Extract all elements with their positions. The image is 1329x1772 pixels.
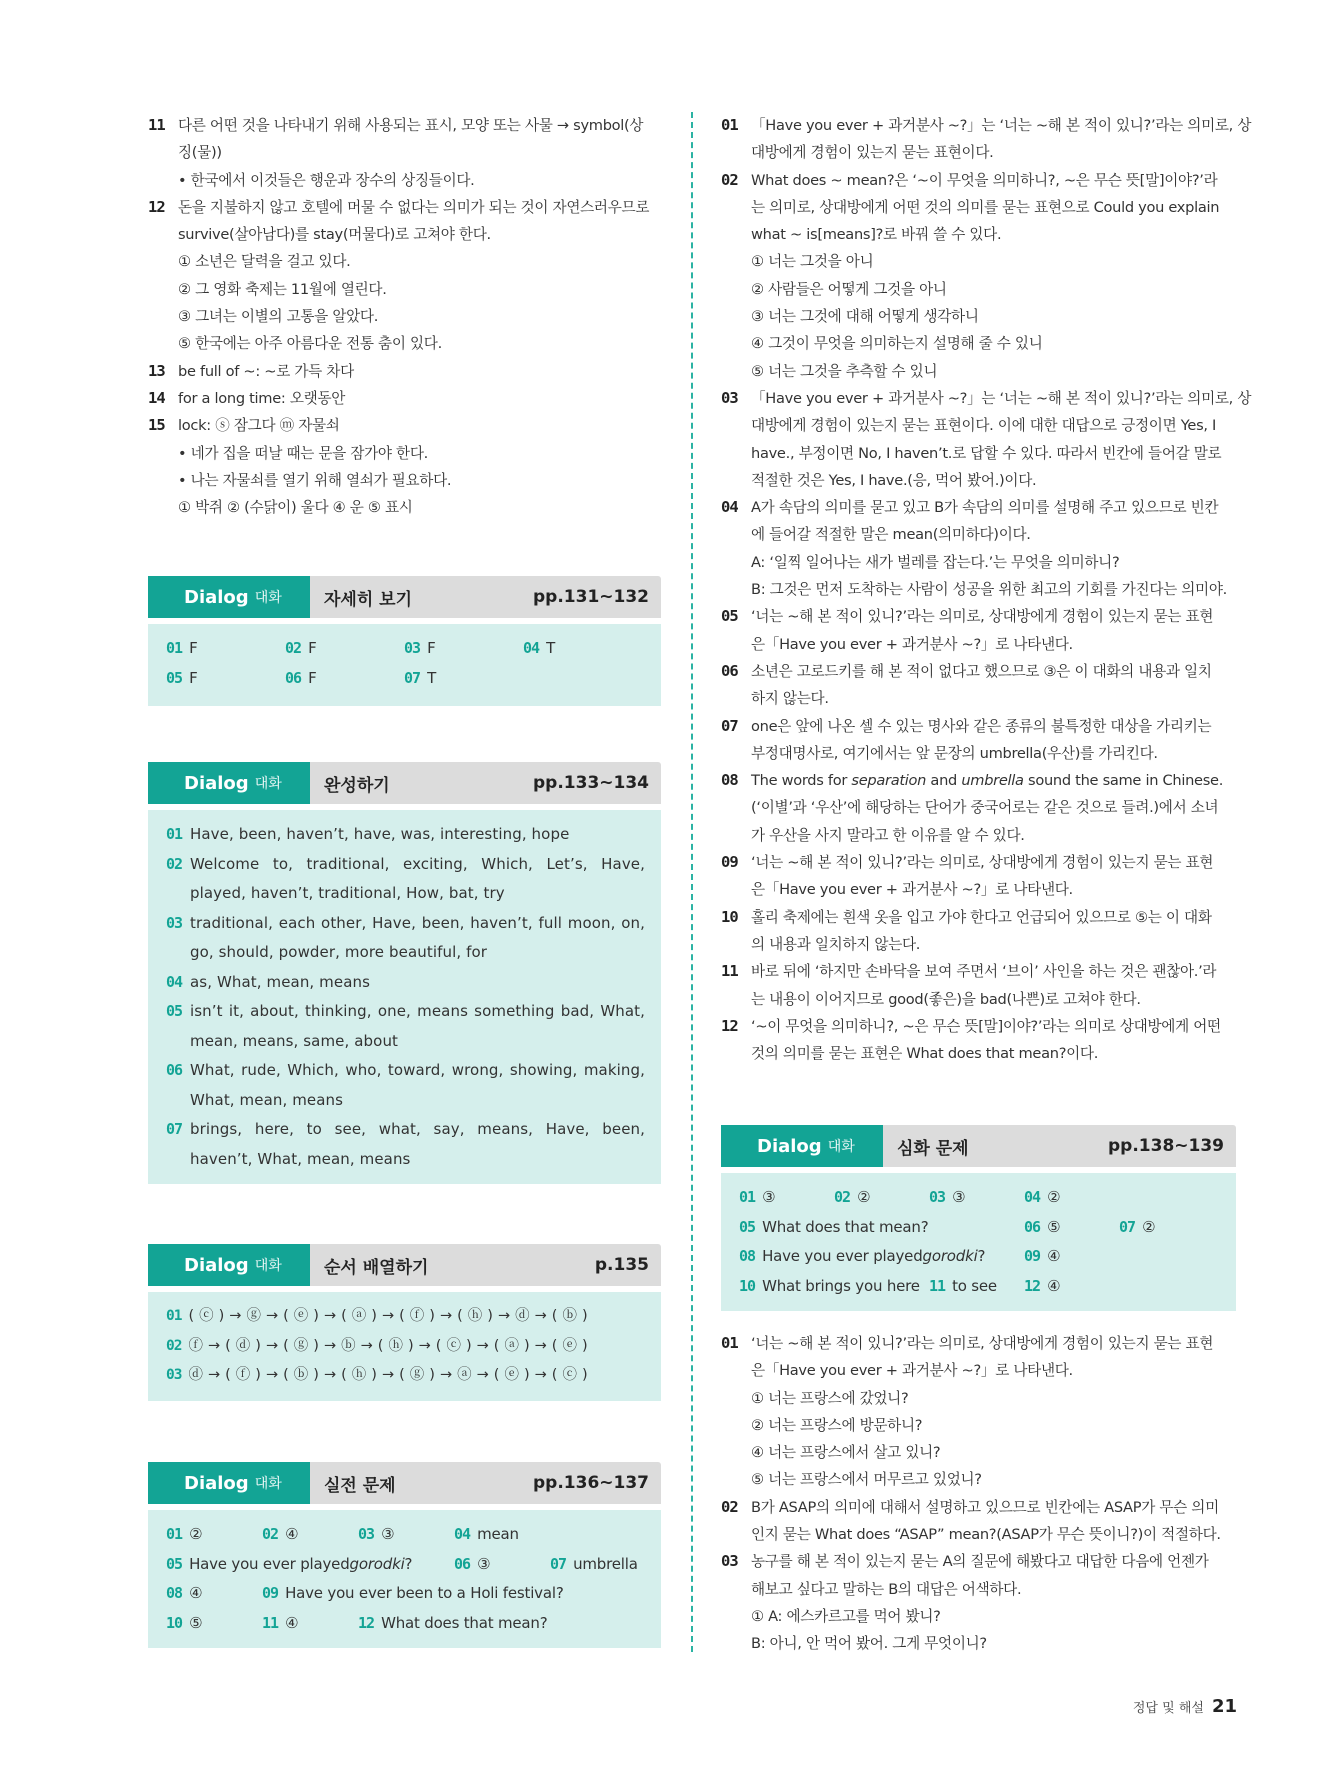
explanation-item xyxy=(721,385,1252,494)
section-pages: pp.138~139 xyxy=(1107,1136,1224,1156)
answer-cell: 10 What brings you here xyxy=(739,1276,920,1295)
item-line: 「Have you ever + 과거분사 ~?」는 ‘너는 ~해 본 적이 있니?’라는 의미로, 상 xyxy=(751,117,1252,134)
explanation-item xyxy=(721,849,1236,904)
item-body xyxy=(751,494,1236,603)
item-number: 08 xyxy=(721,771,738,790)
item-number: 01 xyxy=(721,1334,738,1352)
answer-row: 02 Welcome to, traditional, exciting, Which, Let’s, Have, played, haven’t, traditional, How, bat, try xyxy=(166,854,645,902)
item-body xyxy=(751,658,1236,713)
item-number: 13 xyxy=(148,361,165,380)
item-body xyxy=(178,112,660,167)
answer-cell: 09 Have you ever been to a Holi festival? xyxy=(262,1584,564,1602)
answer-cell: 05 Have you ever played gorodki ? xyxy=(166,1554,413,1573)
item-line: 대방에게 경험이 있는지 묻는 표현이다. xyxy=(751,144,994,162)
item-subline: ④ 그것이 무엇을 의미하는지 설명해 줄 수 있니 xyxy=(751,335,1043,353)
section-advanced xyxy=(721,1125,1236,1311)
item-line: The words for separation and umbrella sound the same in Chinese. xyxy=(751,772,1224,790)
item-line: 에 들어갈 적절한 말은 mean(의미하다)이다. xyxy=(751,526,1031,544)
item-subline: • 나는 자물쇠를 열기 위해 열쇠가 필요하다. xyxy=(178,471,452,489)
answer-cell: 12 What does that mean? xyxy=(358,1613,548,1632)
answer-cell: 05 F xyxy=(166,668,198,687)
answer-cell: 06 F xyxy=(285,668,317,687)
section-title: 실전 문제 xyxy=(324,1475,396,1496)
explanation-item xyxy=(721,112,1252,167)
answer-box xyxy=(148,1510,661,1648)
item-line: 징(물)) xyxy=(178,144,222,162)
item-subline: ② 너는 프랑스에 방문하니? xyxy=(751,1416,923,1434)
item-subline: ⑤ 너는 프랑스에서 머무르고 있었니? xyxy=(751,1471,982,1489)
item-body xyxy=(751,167,1236,249)
item-body xyxy=(751,112,1251,167)
item-line: survive(살아남다)를 stay(머물다)로 고쳐야 한다. xyxy=(178,226,491,244)
item-line: A: ‘일찍 일어나는 새가 벌레를 잡는다.’는 무엇을 의미하니? xyxy=(751,553,1120,571)
answer-cell: 06 ③ xyxy=(454,1554,491,1573)
answer-cell: 02 F xyxy=(285,639,317,657)
item-number: 06 xyxy=(721,661,738,680)
explanation-item xyxy=(721,494,1236,603)
item-line: 해보고 싶다고 말하는 B의 대답은 어색하다. xyxy=(751,1580,1022,1598)
section-title: 심화 문제 xyxy=(897,1138,969,1159)
answer-row xyxy=(739,1242,1220,1272)
item-line: 은「Have you ever + 과거분사 ~?」로 나타낸다. xyxy=(751,881,1073,899)
item-subline: B: 아니, 안 먹어 봤어. 그게 무엇이니? xyxy=(751,1635,987,1653)
explanation-item xyxy=(721,658,1236,713)
answer-row xyxy=(166,1520,645,1550)
item-line: ‘~이 무엇을 의미하니?, ~은 무슨 뜻[말]이야?’라는 의미로 상대방에게 어떤 xyxy=(751,1017,1221,1035)
answer-cell: 03 ③ xyxy=(358,1525,395,1543)
answer-cell: 01 ② xyxy=(166,1525,203,1543)
item-line: B가 ASAP의 의미에 대해서 설명하고 있으므로 빈칸에는 ASAP가 무슨 의미 xyxy=(751,1498,1219,1516)
item-line: A가 속담의 의미를 묻고 있고 B가 속담의 의미를 설명해 주고 있으므로 빈칸 xyxy=(751,499,1219,517)
item-body xyxy=(751,767,1236,849)
item-number: 04 xyxy=(721,498,738,517)
answer-row xyxy=(739,1272,1220,1302)
item-subline: ④ 너는 프랑스에서 살고 있니? xyxy=(751,1444,941,1462)
item-subline: ① 소년은 달력을 걸고 있다. xyxy=(178,253,351,271)
item-body xyxy=(751,958,1236,1013)
item-subline: • 한국에서 이것들은 행운과 장수의 상징들이다. xyxy=(178,171,475,189)
section-header xyxy=(148,762,661,804)
explanation-item xyxy=(721,1013,1236,1068)
section-tag: Dialog 대화 xyxy=(721,1125,883,1167)
item-subline: ② 사람들은 어떻게 그것을 아니 xyxy=(751,280,947,298)
answer-cell: 07 umbrella xyxy=(550,1554,638,1573)
answer-row xyxy=(166,664,645,694)
item-number: 07 xyxy=(721,716,738,735)
item-number: 03 xyxy=(721,388,738,407)
right-explanations xyxy=(721,112,1252,1067)
item-number: 01 xyxy=(721,116,738,134)
answer-cell: 07 ② xyxy=(1119,1217,1156,1236)
answer-cell: 07 T xyxy=(404,668,437,687)
answer-row: 01 ( ⓒ ) → ⓖ → ( ⓔ ) → ( ⓐ ) → ( ⓕ ) → ( ⓗ ) → ⓓ → ( ⓑ ) xyxy=(166,1308,588,1324)
section-practice xyxy=(148,1462,661,1648)
item-body xyxy=(178,412,660,439)
section-title: 완성하기 xyxy=(324,775,390,796)
item-line: B: 그것은 먼저 도착하는 사람이 성공을 위한 최고의 기회를 가진다는 의미야. xyxy=(751,581,1227,599)
item-subline: ⑤ 한국에는 아주 아름다운 전통 춤이 있다. xyxy=(178,335,442,353)
section-header xyxy=(148,1462,661,1504)
item-line: 가 우산을 사지 말라고 한 이유를 알 수 있다. xyxy=(751,826,1025,844)
answer-box xyxy=(148,624,661,706)
item-line: 것의 의미를 묻는 표현은 What does that mean?이다. xyxy=(751,1045,1099,1063)
item-line: ‘너는 ~해 본 적이 있니?’라는 의미로, 상대방에게 경험이 있는지 묻는 표현 xyxy=(751,608,1214,626)
item-number: 02 xyxy=(721,170,738,189)
explanation-item xyxy=(721,1330,1236,1385)
explanation-item xyxy=(721,958,1236,1013)
item-line: 하지 않는다. xyxy=(751,690,829,708)
section-header xyxy=(721,1125,1236,1167)
explanation-item xyxy=(721,713,1236,768)
section-tag: Dialog 대화 xyxy=(148,576,310,618)
item-number: 15 xyxy=(148,416,165,435)
item-line: 바로 뒤에 ‘하지만 손바닥을 보여 주면서 ‘브이’ 사인을 하는 것은 괜찮아.’라 xyxy=(751,963,1217,981)
answer-cell: 02 ④ xyxy=(262,1525,299,1543)
item-line: for a long time: 오랫동안 xyxy=(178,389,346,407)
item-line: 는 의미로, 상대방에게 어떤 것의 의미를 묻는 표현으로 Could you explain xyxy=(751,198,1220,216)
right-explanations-advanced xyxy=(721,1330,1236,1658)
answer-box xyxy=(148,810,661,1184)
item-number: 03 xyxy=(721,1552,738,1571)
item-subline: ② 그 영화 축제는 11월에 열린다. xyxy=(178,280,387,298)
answer-row: 03 traditional, each other, Have, been, haven’t, full moon, on, go, should, powder, more beautiful, for xyxy=(166,913,645,961)
explanation-item xyxy=(721,904,1236,959)
item-line: 은「Have you ever + 과거분사 ~?」로 나타낸다. xyxy=(751,1362,1073,1380)
column-divider xyxy=(691,112,693,1652)
item-line: 대방에게 경험이 있는지 묻는 표현이다. 이에 대한 대답으로 긍정이면 Yes, I xyxy=(751,417,1217,435)
answer-cell: 09 ④ xyxy=(1024,1247,1061,1265)
item-body xyxy=(751,713,1236,768)
page-number: 21 xyxy=(1211,1696,1237,1717)
item-body xyxy=(751,1548,1236,1603)
section-detail-view xyxy=(148,576,661,706)
section-pages: p.135 xyxy=(594,1255,649,1275)
item-line: one은 앞에 나온 셀 수 있는 명사와 같은 종류의 불특정한 대상을 가리키는 xyxy=(751,717,1212,735)
answer-box xyxy=(148,1292,661,1401)
item-subline: ③ 너는 그것에 대해 어떻게 생각하니 xyxy=(751,308,979,326)
item-subline: ① A: 에스카르고를 먹어 봤니? xyxy=(751,1607,941,1625)
item-line: 돈을 지불하지 않고 호텔에 머물 수 없다는 의미가 되는 것이 자연스러우므로 xyxy=(178,198,650,216)
section-title: 순서 배열하기 xyxy=(324,1257,429,1278)
item-line: 의 내용과 일치하지 않는다. xyxy=(751,935,921,953)
item-number: 10 xyxy=(721,907,738,926)
item-number: 11 xyxy=(148,116,165,134)
answer-cell: 03 ③ xyxy=(929,1188,966,1206)
item-body xyxy=(751,904,1236,959)
item-line: ‘너는 ~해 본 적이 있니?’라는 의미로, 상대방에게 경험이 있는지 묻는 표현 xyxy=(751,854,1214,872)
item-body xyxy=(751,385,1251,494)
item-line: 부정대명사로, 여기에서는 앞 문장의 umbrella(우산)를 가리킨다. xyxy=(751,744,1158,762)
left-explanations xyxy=(148,112,660,521)
item-subline: ① 너는 프랑스에 갔었니? xyxy=(751,1389,909,1407)
section-ordering xyxy=(148,1244,661,1401)
answer-cell: 11 ④ xyxy=(262,1613,299,1632)
item-body xyxy=(178,358,660,385)
section-tag: Dialog 대화 xyxy=(148,1244,310,1286)
explanation-item xyxy=(721,1548,1236,1603)
section-pages: pp.133~134 xyxy=(532,773,649,793)
item-line: 은「Have you ever + 과거분사 ~?」로 나타낸다. xyxy=(751,635,1073,653)
item-subline: ⑤ 너는 그것을 추측할 수 있니 xyxy=(751,362,938,380)
item-subline: ① 너는 그것을 아니 xyxy=(751,253,874,271)
answer-cell: 04 mean xyxy=(454,1525,519,1543)
answer-cell: 08 Have you ever played gorodki ? xyxy=(739,1247,986,1265)
answer-row xyxy=(739,1183,1220,1213)
answer-cell: 04 ② xyxy=(1024,1188,1061,1206)
answer-cell: 01 ③ xyxy=(739,1188,776,1206)
section-tag: Dialog 대화 xyxy=(148,1462,310,1504)
answer-cell: 06 ⑤ xyxy=(1024,1217,1061,1236)
item-body xyxy=(751,1494,1236,1549)
explanation-item xyxy=(148,194,660,249)
item-body xyxy=(751,603,1236,658)
item-line: 인지 묻는 What does “ASAP” mean?(ASAP가 무슨 뜻이니?)이 적절하다. xyxy=(751,1526,1221,1544)
item-line: what ~ is[means]?로 바꿔 쓸 수 있다. xyxy=(751,226,1002,244)
item-line: 다른 어떤 것을 나타내기 위해 사용되는 표시, 모양 또는 사물 → symbol(상 xyxy=(178,117,644,134)
answer-row xyxy=(166,634,645,664)
explanation-item xyxy=(148,358,660,385)
item-line: 는 내용이 이어지므로 good(좋은)을 bad(나쁜)로 고쳐야 한다. xyxy=(751,990,1141,1008)
item-number: 11 xyxy=(721,962,738,981)
answer-cell: 05 What does that mean? xyxy=(739,1217,929,1236)
item-line: be full of ~: ~로 가득 차다 xyxy=(178,362,354,380)
answer-cell: 03 F xyxy=(404,639,436,657)
answer-cell: 11 to see xyxy=(929,1276,997,1295)
explanation-item xyxy=(148,412,660,439)
item-number: 05 xyxy=(721,607,738,626)
explanation-item xyxy=(721,767,1236,849)
answer-cell: 02 ② xyxy=(834,1188,871,1206)
answer-row: 07 brings, here, to see, what, say, means, Have, been, haven’t, What, mean, means xyxy=(166,1120,645,1168)
item-line: 소년은 고로드키를 해 본 적이 없다고 했으므로 ③은 이 대화의 내용과 일치 xyxy=(751,662,1212,680)
page-footer xyxy=(1133,1696,1237,1717)
item-body xyxy=(178,194,660,249)
answer-row: 06 What, rude, Which, who, toward, wrong, showing, making, What, mean, means xyxy=(166,1061,645,1109)
answer-row: 04 as, What, mean, means xyxy=(166,972,371,991)
footer-label: 정답 및 해설 xyxy=(1132,1701,1204,1716)
item-subline: ③ 그녀는 이별의 고통을 알았다. xyxy=(178,308,379,326)
answer-row: 02 ⓕ → ( ⓓ ) → ( ⓖ ) → ⓑ → ( ⓗ ) → ( ⓒ ) → ( ⓐ ) → ( ⓔ ) xyxy=(166,1337,588,1354)
item-line: 적절한 것은 Yes, I have.(응, 먹어 봤어.)이다. xyxy=(751,471,1037,489)
item-body xyxy=(178,385,660,412)
section-pages: pp.131~132 xyxy=(532,587,649,607)
answer-row: 03 ⓓ → ( ⓕ ) → ( ⓑ ) → ( ⓗ ) → ( ⓖ ) → ⓐ → ( ⓔ ) → ( ⓒ ) xyxy=(166,1367,588,1383)
item-line: What does ~ mean?은 ‘~이 무엇을 의미하니?, ~은 무슨 뜻[말]이야?’라 xyxy=(751,171,1218,189)
section-header xyxy=(148,576,661,618)
item-line: have., 부정이면 No, I haven’t.로 답할 수 있다. 따라서 빈칸에 들어갈 말로 xyxy=(751,444,1222,462)
explanation-item xyxy=(721,167,1236,249)
answer-row: 05 isn’t it, about, thinking, one, means something bad, What, mean, means, same, about xyxy=(166,1002,645,1050)
item-body xyxy=(751,849,1236,904)
item-subline: ① 박쥐 ② (수닭이) 울다 ④ 운 ⑤ 표시 xyxy=(178,499,413,517)
item-number: 12 xyxy=(721,1016,738,1035)
answer-cell: 12 ④ xyxy=(1024,1276,1061,1295)
answer-row: 01 Have, been, haven’t, have, was, interesting, hope xyxy=(166,825,570,843)
answer-cell: 01 F xyxy=(166,639,198,657)
item-body xyxy=(751,1013,1236,1068)
item-line: 「Have you ever + 과거분사 ~?」는 ‘너는 ~해 본 적이 있니?’라는 의미로, 상 xyxy=(751,389,1252,407)
answer-cell: 10 ⑤ xyxy=(166,1613,203,1632)
section-tag: Dialog 대화 xyxy=(148,762,310,804)
item-line: lock: ⓢ 잠그다 ⓜ 자물쇠 xyxy=(178,417,340,435)
item-line: 홀리 축제에는 흰색 옷을 입고 가야 한다고 언급되어 있으므로 ⑤는 이 대화 xyxy=(751,908,1212,926)
item-number: 02 xyxy=(721,1497,738,1516)
answer-row xyxy=(739,1213,1220,1243)
section-header xyxy=(148,1244,661,1286)
section-pages: pp.136~137 xyxy=(532,1473,649,1493)
explanation-item xyxy=(721,603,1236,658)
answer-cell: 04 T xyxy=(523,639,556,657)
section-title: 자세히 보기 xyxy=(324,589,413,610)
explanation-item xyxy=(148,112,660,167)
item-line: ‘너는 ~해 본 적이 있니?’라는 의미로, 상대방에게 경험이 있는지 묻는 표현 xyxy=(751,1335,1214,1352)
answer-row xyxy=(166,1579,645,1609)
item-number: 14 xyxy=(148,388,165,407)
item-body xyxy=(751,1330,1236,1385)
explanation-item xyxy=(148,385,660,412)
item-number: 12 xyxy=(148,197,165,216)
answer-row xyxy=(166,1609,645,1639)
item-subline: • 네가 집을 떠날 때는 문을 잠가야 한다. xyxy=(178,444,428,462)
answer-box xyxy=(721,1173,1236,1311)
item-line: 농구를 해 본 적이 있는지 묻는 A의 질문에 해봤다고 대답한 다음에 언젠가 xyxy=(751,1553,1209,1571)
answer-cell: 08 ④ xyxy=(166,1584,203,1602)
explanation-item xyxy=(721,1494,1236,1549)
item-number: 09 xyxy=(721,853,738,872)
section-completion xyxy=(148,762,661,1184)
answer-row xyxy=(166,1550,645,1580)
item-line: (‘이별’과 ‘우산’에 해당하는 단어가 중국어로는 같은 것으로 들려.)에서 소녀 xyxy=(751,799,1219,817)
